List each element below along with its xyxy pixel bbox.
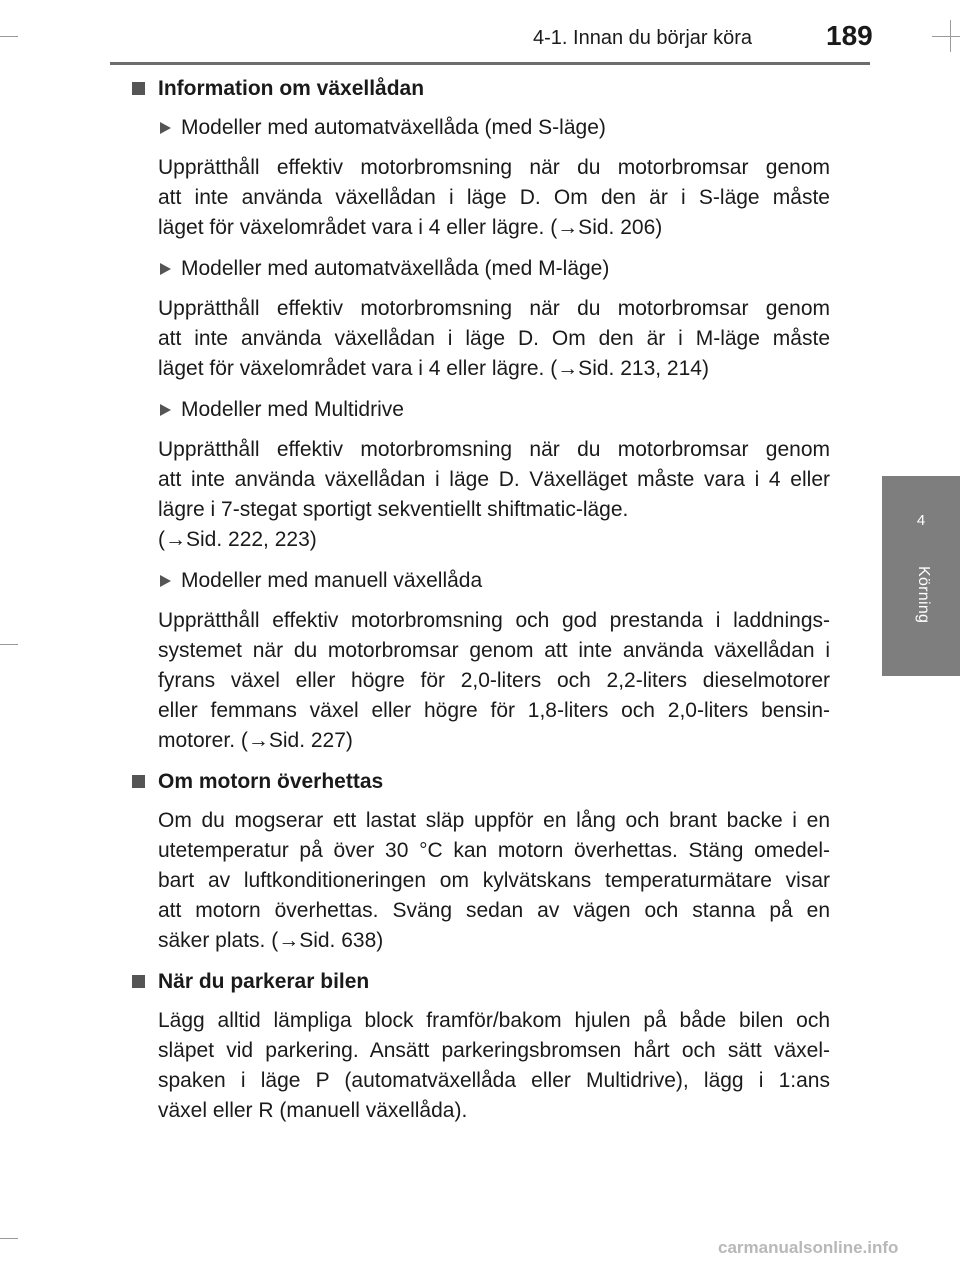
model-text: Modeller med automatväxellåda (med S-läge)	[181, 116, 606, 139]
paragraph-line: Upprätthåll effektiv motorbromsning när du motorbromsar genom	[158, 438, 830, 461]
paragraph	[128, 606, 830, 756]
page-number: 189	[826, 20, 873, 51]
model-subheading	[128, 113, 830, 143]
section-heading	[128, 967, 830, 997]
paragraph-line: eller femmans växel eller högre för 1,8-liters och 2,0-liters bensin-	[158, 699, 830, 722]
triangle-bullet-icon	[160, 575, 171, 587]
crop-mark	[932, 36, 960, 37]
watermark: carmanualsonline.info	[718, 1238, 899, 1257]
paragraph	[128, 1006, 830, 1126]
paragraph	[128, 806, 830, 956]
section-heading	[128, 767, 830, 797]
paragraph-line: Upprätthåll effektiv motorbromsning när du motorbromsar genom	[158, 297, 830, 320]
header-rule	[110, 62, 870, 65]
paragraph-line: läget för växelområdet vara i 4 eller lägre. (→Sid. 213, 214)	[158, 357, 709, 380]
model-subheading	[128, 395, 830, 425]
chapter-label: Körning	[915, 566, 932, 624]
crop-mark	[0, 1238, 18, 1239]
paragraph-line: läget för växelområdet vara i 4 eller lägre. (→Sid. 206)	[158, 216, 663, 239]
paragraph	[128, 435, 830, 555]
model-text: Modeller med automatväxellåda (med M-läge)	[181, 257, 610, 280]
paragraph-line: att motorn överhettas. Sväng sedan av vägen och stanna på en	[158, 899, 830, 922]
paragraph-line: att inte använda växellådan i läge D. Växelläget måste vara i 4 eller	[158, 468, 830, 491]
paragraph	[128, 294, 830, 384]
heading-text: Om motorn överhettas	[158, 770, 384, 793]
square-bullet-icon	[132, 82, 145, 95]
paragraph-line: (→Sid. 222, 223)	[158, 528, 317, 551]
model-text: Modeller med Multidrive	[181, 398, 404, 421]
square-bullet-icon	[132, 775, 145, 788]
model-text: Modeller med manuell växellåda	[181, 569, 483, 592]
paragraph-line: motorer. (→Sid. 227)	[158, 729, 353, 752]
header-section-title: 4-1. Innan du börjar köra	[533, 27, 753, 49]
paragraph-line: fyrans växel eller högre för 2,0-liters och 2,2-liters dieselmotorer	[158, 669, 830, 692]
paragraph-line: Om du mogserar ett lastat släp uppför en lång och brant backe i en	[158, 809, 830, 832]
paragraph-line: att inte använda växellådan i läge D. Om den är i M-läge måste	[158, 327, 830, 350]
paragraph-line: bart av luftkonditioneringen om kylvätskans temperaturmätare visar	[158, 869, 830, 892]
paragraph-line: släpet vid parkering. Ansätt parkeringsbromsen hårt och sätt växel-	[158, 1039, 830, 1062]
paragraph	[128, 153, 830, 243]
paragraph-line: utetemperatur på över 30 °C kan motorn överhettas. Stäng omedel-	[158, 839, 830, 862]
paragraph-line: säker plats. (→Sid. 638)	[158, 929, 384, 952]
triangle-bullet-icon	[160, 122, 171, 134]
paragraph-line: att inte använda växellådan i läge D. Om den är i S-läge måste	[158, 186, 830, 209]
heading-text: När du parkerar bilen	[158, 970, 370, 993]
crop-mark	[0, 644, 18, 645]
paragraph-line: systemet när du motorbromsar genom att inte använda växellådan i	[158, 639, 830, 662]
heading-text: Information om växellådan	[158, 77, 425, 100]
model-subheading	[128, 254, 830, 284]
paragraph-line: lägre i 7-stegat sportigt sekventiellt shiftmatic-läge.	[158, 498, 629, 521]
paragraph-line: Upprätthåll effektiv motorbromsning när du motorbromsar genom	[158, 156, 830, 179]
paragraph-line: Lägg alltid lämpliga block framför/bakom hjulen på både bilen och	[158, 1009, 830, 1032]
paragraph-line: Upprätthåll effektiv motorbromsning och god prestanda i laddnings-	[158, 609, 830, 632]
model-subheading	[128, 566, 830, 596]
paragraph-line: spaken i läge P (automatväxellåda eller Multidrive), lägg i 1:ans	[158, 1069, 830, 1092]
square-bullet-icon	[132, 975, 145, 988]
chapter-side-tab	[882, 476, 960, 676]
triangle-bullet-icon	[160, 263, 171, 275]
chapter-number: 4	[916, 512, 926, 529]
crop-mark	[0, 36, 18, 37]
paragraph-line: växel eller R (manuell växellåda).	[158, 1099, 468, 1122]
crop-mark	[950, 20, 951, 52]
section-heading	[128, 74, 830, 104]
page-content	[128, 74, 830, 1137]
triangle-bullet-icon	[160, 404, 171, 416]
